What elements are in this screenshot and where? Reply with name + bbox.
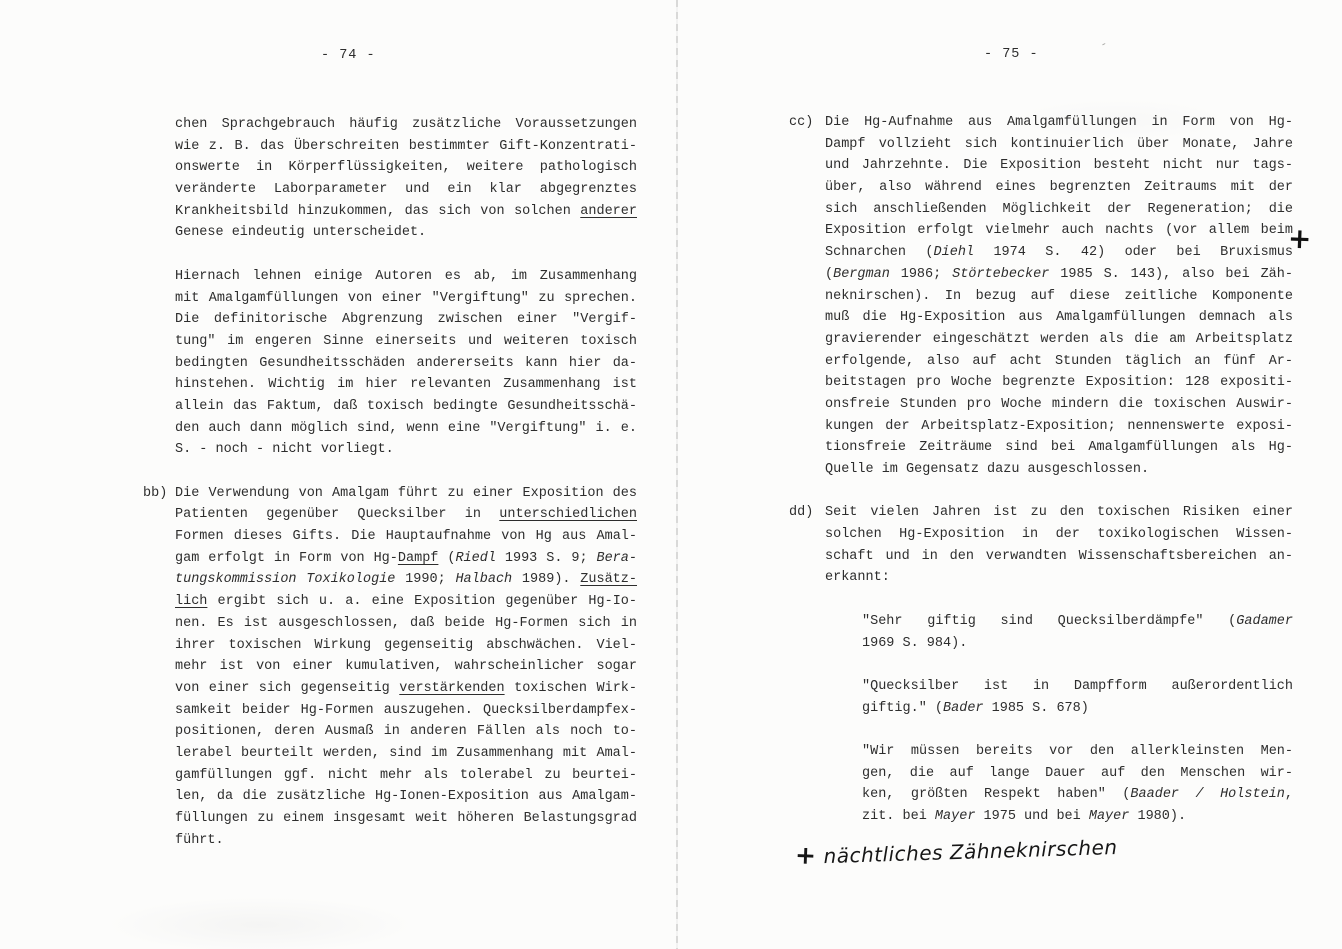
body-text: Schnarchen (: [825, 245, 934, 261]
text-line: [175, 526, 637, 548]
text-line: [175, 222, 637, 244]
text-line: [825, 264, 1293, 286]
body-text: muß die Hg-Exposition aus Amalgamfüllungen demnach als: [825, 310, 1293, 326]
list-item-dd: [789, 502, 1293, 589]
body-text: "Quecksilber ist in Dampfform außerordentlich: [862, 678, 1293, 694]
text-line: [825, 286, 1293, 308]
text-line: [862, 633, 1293, 655]
body-text: "Sehr giftig sind Quecksilberdämpfe" (: [862, 613, 1237, 629]
body-text: positionen, deren Ausmaß in anderen Fällen als noch to-: [175, 724, 637, 740]
underlined-text: lich: [175, 594, 208, 610]
body-text: giftig." (: [862, 700, 944, 716]
text-line: [175, 439, 637, 461]
italic-citation: Mayer: [1088, 809, 1130, 824]
text-line: [862, 784, 1293, 806]
body-text: 1985 S. 678): [983, 700, 1089, 716]
body-text: solchen Hg-Exposition in der toxikologischen Wissen-: [825, 527, 1293, 543]
text-line: [825, 199, 1293, 221]
text-line: [862, 741, 1293, 763]
text-line: [825, 177, 1293, 199]
body-text: ihrer toxischen Wirkung gegenseitig abschwächen. Viel-: [175, 637, 637, 653]
underlined-text: Zusätz-: [580, 572, 637, 588]
paragraph: [143, 114, 637, 244]
quote-block: [826, 676, 1293, 719]
text-line: [862, 698, 1293, 720]
page-74-text-column: [143, 114, 637, 873]
item-label: dd): [789, 505, 814, 521]
text-line: [175, 483, 637, 505]
italic-citation: Bera-: [596, 550, 637, 566]
text-line: [825, 524, 1293, 546]
text-line: [825, 351, 1293, 373]
body-text: samkeit beider Hg-Formen auszugehen. Quecksilberdampfex-: [175, 702, 637, 718]
text-line: [175, 201, 637, 223]
text-line: [175, 157, 637, 179]
body-text: ,: [1284, 787, 1293, 803]
body-text: len, da die zusätzliche Hg-Ionen-Exposition aus Amalgam-: [175, 789, 637, 805]
text-line: [175, 114, 637, 136]
body-text: Die definitorische Abgrenzung zwischen einer "Vergif-: [175, 312, 637, 328]
body-text: über, also während eines begrenzten Zeitraums mit der: [825, 180, 1293, 196]
page-fold-line: [676, 0, 678, 949]
body-text: füllungen zu einem insgesamt weit höheren Belastungsgrad: [175, 811, 637, 826]
body-text: 1986;: [889, 266, 953, 282]
text-line: [175, 418, 637, 440]
body-text: chen Sprachgebrauch häufig zusätzliche Voraussetzungen: [175, 117, 637, 132]
body-text: 1969 S. 984).: [862, 635, 968, 651]
text-line: [175, 786, 637, 808]
text-line: [825, 134, 1293, 156]
item-label: bb): [143, 485, 168, 501]
text-line: [825, 567, 1293, 589]
body-text: Dampf vollzieht sich kontinuierlich über Monate, Jahre: [825, 136, 1293, 152]
underlined-text: unterschiedlichen: [499, 507, 637, 523]
handwritten-footnote-text: nächtliches Zähneknirschen: [823, 834, 1118, 869]
text-line: [175, 743, 637, 765]
underlined-text: Dampf: [397, 550, 439, 566]
text-line: [825, 394, 1293, 416]
handwritten-plus-sign: +: [794, 840, 818, 871]
text-line: [175, 353, 637, 375]
body-text: erkannt:: [825, 570, 890, 586]
body-text: Formen dieses Gifts. Die Hauptaufnahme von Hg aus Amal-: [175, 529, 637, 545]
body-text: lerabel beurteilt werden, sind im Zusammenhang mit Amal-: [175, 745, 637, 761]
text-line: [825, 459, 1293, 481]
quote-block: [826, 741, 1293, 828]
body-text: 1993 S. 9;: [495, 550, 597, 566]
text-line: [825, 329, 1293, 351]
text-line: [825, 437, 1293, 459]
text-line: [175, 635, 637, 657]
body-text: onswerte in Körperflüssigkeiten, weitere pathologisch: [175, 160, 637, 176]
text-line: [825, 416, 1293, 438]
body-text: gravierender eingeschätzt werden als die am Arbeitsplatz: [825, 331, 1293, 347]
text-line: [862, 806, 1293, 828]
body-text: tung" im engeren Sinne einerseits und weiteren toxisch: [175, 333, 637, 349]
text-line: [175, 266, 637, 288]
list-item-cc: [789, 112, 1293, 481]
text-line: [825, 220, 1293, 242]
body-text: beitstagen pro Woche begrenzte Exposition: 128 expositi-: [825, 375, 1293, 391]
scan-stray-mark: ´: [1095, 41, 1107, 58]
body-text: und Jahrzehnte. Die Exposition besteht nicht nur tags-: [825, 158, 1293, 174]
text-line: [175, 331, 637, 353]
list-item-bb: [143, 483, 637, 852]
italic-citation: Halbach: [455, 572, 513, 588]
quote-block: [826, 611, 1293, 654]
body-text: nen. Es ist ausgeschlossen, daß beide Hg-Formen sich in: [175, 615, 637, 631]
body-text: veränderte Laborparameter und ein klar abgegrenztes: [175, 182, 637, 198]
text-line: [175, 569, 637, 591]
handwritten-plus-margin-mark: +: [1287, 221, 1313, 256]
body-text: (: [438, 550, 456, 566]
text-line: [175, 591, 637, 613]
italic-citation: Baader / Holstein: [1130, 787, 1285, 803]
italic-citation: Diehl: [933, 245, 975, 261]
text-line: [175, 309, 637, 331]
text-line: [175, 179, 637, 201]
body-text: mit Amalgamfüllungen von einer "Vergiftung" zu sprechen.: [175, 290, 637, 306]
body-text: Genese eindeutig unterscheidet.: [175, 225, 427, 241]
text-line: [825, 372, 1293, 394]
body-text: gamfüllungen ggf. nicht mehr als tolerabel zu beurtei-: [175, 767, 637, 783]
body-text: Seit vielen Jahren ist zu den toxischen Risiken einer: [825, 505, 1293, 521]
text-line: [175, 548, 637, 570]
italic-citation: tungskommission Toxikologie: [175, 572, 396, 588]
body-text: erfolgende, also auf acht Stunden täglich an fünf Ar-: [825, 353, 1293, 369]
italic-citation: Bergman: [833, 266, 890, 282]
italic-citation: Mayer: [934, 809, 976, 824]
item-label: cc): [789, 115, 814, 130]
page-number-75: - 75 -: [984, 47, 1039, 62]
body-text: gam erfolgt in Form von Hg-: [175, 550, 398, 566]
body-text: neknirschen). In bezug auf diese zeitliche Komponente: [825, 288, 1293, 304]
body-text: Patienten gegenüber Quecksilber in: [175, 507, 500, 523]
body-text: tionsfreie Zeiträume sind bei Amalgamfüllungen als Hg-: [825, 440, 1293, 456]
body-text: schaft und in den verwandten Wissenschaftsbereichen an-: [825, 548, 1293, 564]
text-line: [825, 546, 1293, 568]
text-line: [175, 678, 637, 700]
text-line: [175, 700, 637, 722]
underlined-text: anderer: [580, 203, 637, 219]
body-text: hinstehen. Wichtig im hier relevanten Zusammenhang ist: [175, 377, 637, 393]
body-text: 1975 und bei: [975, 809, 1089, 824]
body-text: allein das Faktum, daß toxisch bedingte Gesundheitsschä-: [175, 398, 637, 414]
body-text: 1990;: [395, 572, 456, 588]
body-text: 1974 S. 42) oder bei Bruxismus: [974, 245, 1293, 261]
italic-citation: Bader: [943, 700, 984, 716]
text-line: [825, 502, 1293, 524]
body-text: Krankheitsbild hinzukommen, das sich von solchen: [175, 203, 581, 219]
body-text: Die Verwendung von Amalgam führt zu einer Exposition des: [175, 485, 637, 501]
body-text: führt.: [175, 832, 224, 848]
body-text: den auch dann möglich sind, wenn eine "Vergiftung" i. e.: [175, 420, 637, 436]
text-line: [175, 765, 637, 787]
text-line: [175, 808, 637, 830]
paragraph: [143, 266, 637, 461]
text-line: [862, 676, 1293, 698]
body-text: kungen der Arbeitsplatz-Exposition; nennenswerte exposi-: [825, 418, 1293, 434]
text-line: [175, 288, 637, 310]
text-line: [175, 136, 637, 158]
text-line: [175, 396, 637, 418]
body-text: onsfreie Stunden pro Woche mindern die toxischen Auswir-: [825, 396, 1293, 412]
text-line: [825, 112, 1293, 134]
body-text: 1985 S. 143), also bei Zäh-: [1049, 266, 1293, 282]
body-text: ken, größten Respekt haben" (: [862, 787, 1131, 803]
body-text: (: [825, 266, 834, 282]
text-line: [862, 611, 1293, 633]
text-line: [175, 504, 637, 526]
text-line: [175, 374, 637, 396]
text-line: [862, 763, 1293, 785]
body-text: "Wir müssen bereits vor den allerkleinsten Men-: [862, 743, 1293, 759]
body-text: sich anschließenden Möglichkeit der Regeneration; die: [825, 201, 1293, 217]
body-text: bedingten Gesundheitsschäden andererseits kann hier da-: [175, 355, 637, 371]
italic-citation: Gadamer: [1236, 613, 1293, 629]
body-text: gen, die auf lange Dauer auf den Menschen wir-: [862, 765, 1293, 781]
body-text: Quelle im Gegensatz dazu ausgeschlossen.: [825, 462, 1150, 477]
body-text: 1989).: [512, 572, 581, 588]
body-text: 1980).: [1129, 809, 1187, 824]
underlined-text: verstärkenden: [399, 680, 505, 696]
page-number-74: - 74 -: [321, 48, 376, 63]
body-text: von einer sich gegenseitig: [175, 680, 400, 696]
body-text: Hiernach lehnen einige Autoren es ab, im Zusammenhang: [175, 268, 637, 284]
body-text: Die Hg-Aufnahme aus Amalgamfüllungen in Form von Hg-: [825, 115, 1293, 130]
body-text: ergibt sich u. a. eine Exposition gegenüber Hg-Io-: [207, 594, 637, 610]
body-text: S. - noch - nicht vorliegt.: [175, 442, 394, 458]
text-line: [175, 721, 637, 743]
text-line: [825, 242, 1293, 264]
text-line: [175, 656, 637, 678]
page-75-text-column: [789, 112, 1293, 849]
body-text: toxischen Wirk-: [504, 680, 637, 696]
text-line: [825, 155, 1293, 177]
text-line: [175, 830, 637, 852]
italic-citation: Störtebecker: [952, 266, 1050, 282]
body-text: mehr ist von einer kumulativen, wahrscheinlicher sogar: [175, 659, 637, 675]
body-text: wie z. B. das Überschreiten bestimmter Gift-Konzentrati-: [175, 138, 637, 154]
text-line: [825, 307, 1293, 329]
body-text: Exposition erfolgt vielmehr auch nachts (vor allem beim: [825, 223, 1293, 239]
italic-citation: Riedl: [455, 550, 496, 566]
text-line: [175, 613, 637, 635]
body-text: zit. bei: [862, 809, 935, 824]
